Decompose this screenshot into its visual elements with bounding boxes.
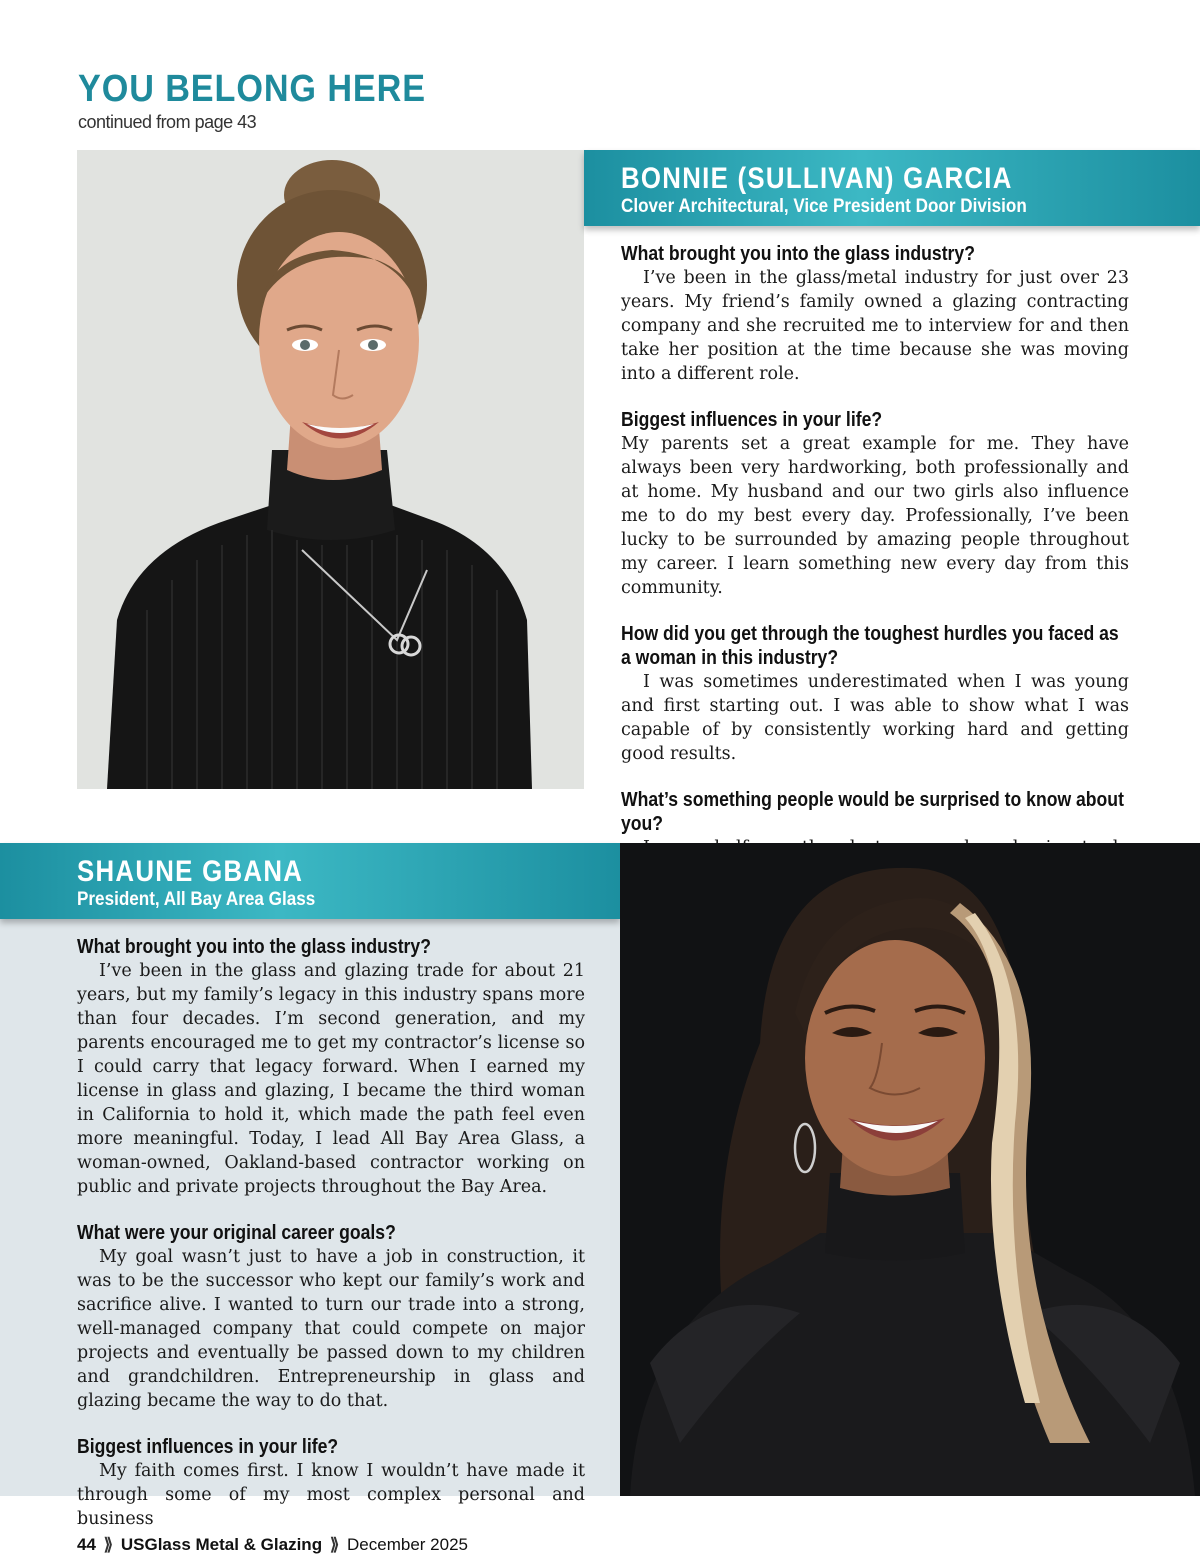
profile-photo-bonnie [77, 150, 584, 789]
question: Biggest influences in your life? [621, 409, 883, 431]
page-footer [77, 1535, 468, 1555]
answer: My goal wasn’t just to have a job in construction, it was to be the successor who kept our family’s work and sacrifice alive. I wanted to turn our trade into a strong, well-managed company that could compete on major projects and eventually be passed down to my children and grandchildren. Entrepreneurship in glass and glazing became the way to do that. [77, 1247, 585, 1411]
answer: I was sometimes underestimated when I was young and first starting out. I was able to show what I was capable of by consistently working hard and getting good results. [621, 672, 1129, 764]
question: What brought you into the glass industry? [77, 936, 431, 958]
footer-separator: ⟫ [103, 1535, 114, 1554]
answer: I’ve been in the glass/metal industry for just over 23 years. My friend’s family owned a glazing contracting company and she recruited me to interview for and then take her position at the time because she was moving into a different role. [621, 268, 1129, 384]
question: What were your original career goals? [77, 1222, 396, 1244]
answer: My parents set a great example for me. They have always been very hardworking, both professionally and at home. My husband and our two girls also influence me to do my best every day. Professionally, I’ve been lucky to be surrounded by amazing people throughout my career. I learn something new every day from this community. [621, 434, 1129, 598]
profile-role: Clover Architectural, Vice President Door Division [621, 196, 1027, 217]
question: What’s something people would be surprised to know about you? [621, 789, 1124, 835]
answer: I’ve been in the glass and glazing trade for about 21 years, but my family’s legacy in this industry spans more than four decades. I’m second generation, and my parents encouraged me to get my contractor’s license so I could carry that legacy forward. When I earned my license in glass and glazing, I became the third woman in California to hold it, which made the path feel even more meaningful. Today, I lead All Bay Area Glass, a woman-owned, Oakland-based contractor working on public and private projects throughout the Bay Area. [77, 961, 585, 1197]
profile-qa-column [621, 242, 1129, 906]
issue-date: December 2025 [347, 1535, 468, 1554]
profile-qa-column [77, 935, 585, 1531]
footer-separator: ⟫ [329, 1535, 340, 1554]
profile-name: BONNIE (SULLIVAN) GARCIA [621, 162, 1013, 195]
continued-note: continued from page 43 [78, 112, 257, 132]
profile-name: SHAUNE GBANA [77, 855, 304, 888]
profile-header-band [0, 843, 620, 919]
publication-name: USGlass Metal & Glazing [120, 1535, 323, 1554]
profile-role: President, All Bay Area Glass [77, 889, 316, 910]
profile-photo-shaune [620, 843, 1200, 1496]
question: How did you get through the toughest hurdles you faced as a woman in this industry? [621, 623, 1119, 669]
profile-header-band [584, 150, 1200, 226]
section-title: YOU BELONG HERE [78, 68, 426, 110]
question: What brought you into the glass industry? [621, 243, 975, 265]
page-number: 44 [77, 1535, 96, 1554]
answer: My faith comes first. I know I wouldn’t have made it through some of my most complex personal and business [77, 1461, 585, 1529]
question: Biggest influences in your life? [77, 1436, 339, 1458]
